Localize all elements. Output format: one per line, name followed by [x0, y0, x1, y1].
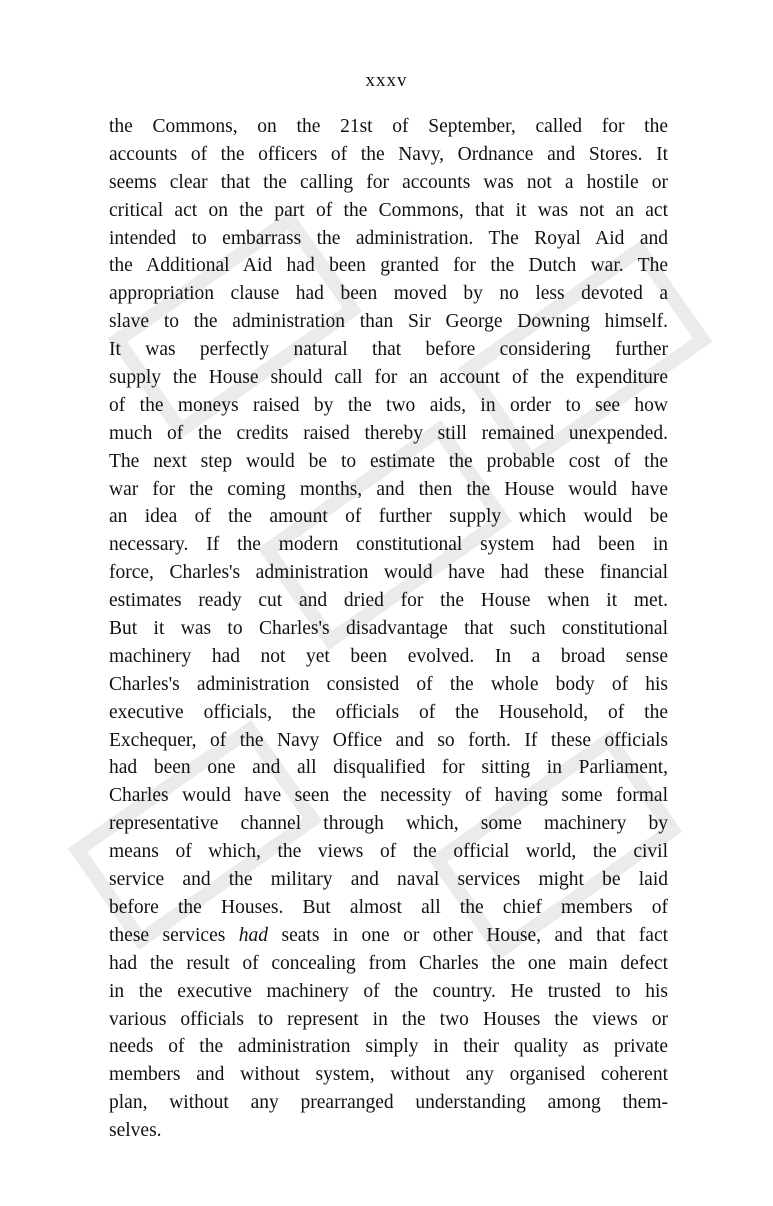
- text-segment: seats in one or other House, and that fact: [281, 924, 669, 946]
- text-line: had been one and all disqualified for sitting in Parliament,: [109, 757, 668, 779]
- text-line: critical act on the part of the Commons, that it was not an act: [109, 199, 668, 221]
- text-line: plan, without any prearranged understanding among them-: [109, 1092, 668, 1114]
- text-line: accounts of the officers of the Navy, Ordnance and Stores. It: [109, 143, 668, 165]
- text-line: had the result of concealing from Charles the one main defect: [109, 952, 668, 974]
- text-line: appropriation clause had been moved by no less devoted a: [109, 283, 668, 305]
- text-line: seems clear that the calling for accounts was not a hostile or: [109, 171, 668, 193]
- text-line: various officials to represent in the two Houses the views or: [109, 1008, 668, 1030]
- text-line: Charles's administration consisted of the whole body of his: [109, 673, 668, 695]
- page-number: xxxv: [365, 70, 408, 91]
- text-line: means of which, the views of the official world, the civil: [109, 841, 668, 863]
- text-line: of the moneys raised by the two aids, in order to see how: [109, 394, 668, 416]
- text-line: estimates ready cut and dried for the House when it met.: [109, 590, 668, 612]
- text-line: machinery had not yet been evolved. In a broad sense: [109, 645, 668, 667]
- text-line: executive officials, the officials of the Household, of the: [109, 701, 668, 723]
- text-line: selves.: [109, 1120, 162, 1142]
- text-line: intended to embarrass the administration. The Royal Aid and: [109, 227, 668, 249]
- text-line: slave to the administration than Sir George Downing himself.: [109, 311, 668, 333]
- text-line: Charles would have seen the necessity of having some formal: [109, 785, 668, 807]
- text-line: representative channel through which, some machinery by: [109, 813, 668, 835]
- text-line: needs of the administration simply in their quality as private: [109, 1036, 668, 1058]
- text-line: force, Charles's administration would have had these financial: [109, 562, 668, 584]
- text-line: service and the military and naval services might be laid: [109, 869, 668, 891]
- text-line: supply the House should call for an account of the expenditure: [109, 367, 668, 389]
- text-line: The next step would be to estimate the probable cost of the: [109, 450, 668, 472]
- italic-emphasis: had: [238, 924, 269, 946]
- text-line: the Commons, on the 21st of September, called for the: [109, 116, 668, 137]
- text-segment: these services: [109, 924, 226, 946]
- text-line: But it was to Charles's disadvantage that such constitutional: [109, 618, 668, 640]
- text-line: in the executive machinery of the country. He trusted to his: [109, 980, 668, 1002]
- text-line: Exchequer, of the Navy Office and so forth. If these officials: [109, 729, 668, 751]
- text-line: the Additional Aid had been granted for the Dutch war. The: [109, 255, 668, 277]
- text-line-with-italic: [109, 922, 668, 950]
- text-line: war for the coming months, and then the House would have: [109, 478, 668, 500]
- text-line: It was perfectly natural that before considering further: [109, 339, 668, 361]
- text-line: an idea of the amount of further supply which would be: [109, 506, 668, 528]
- text-line: necessary. If the modern constitutional system had been in: [109, 534, 668, 556]
- text-line: much of the credits raised thereby still remained unexpended.: [109, 422, 668, 444]
- text-line: members and without system, without any organised coherent: [109, 1064, 668, 1086]
- body-paragraph: [109, 113, 668, 1145]
- text-line: before the Houses. But almost all the chief members of: [109, 896, 668, 918]
